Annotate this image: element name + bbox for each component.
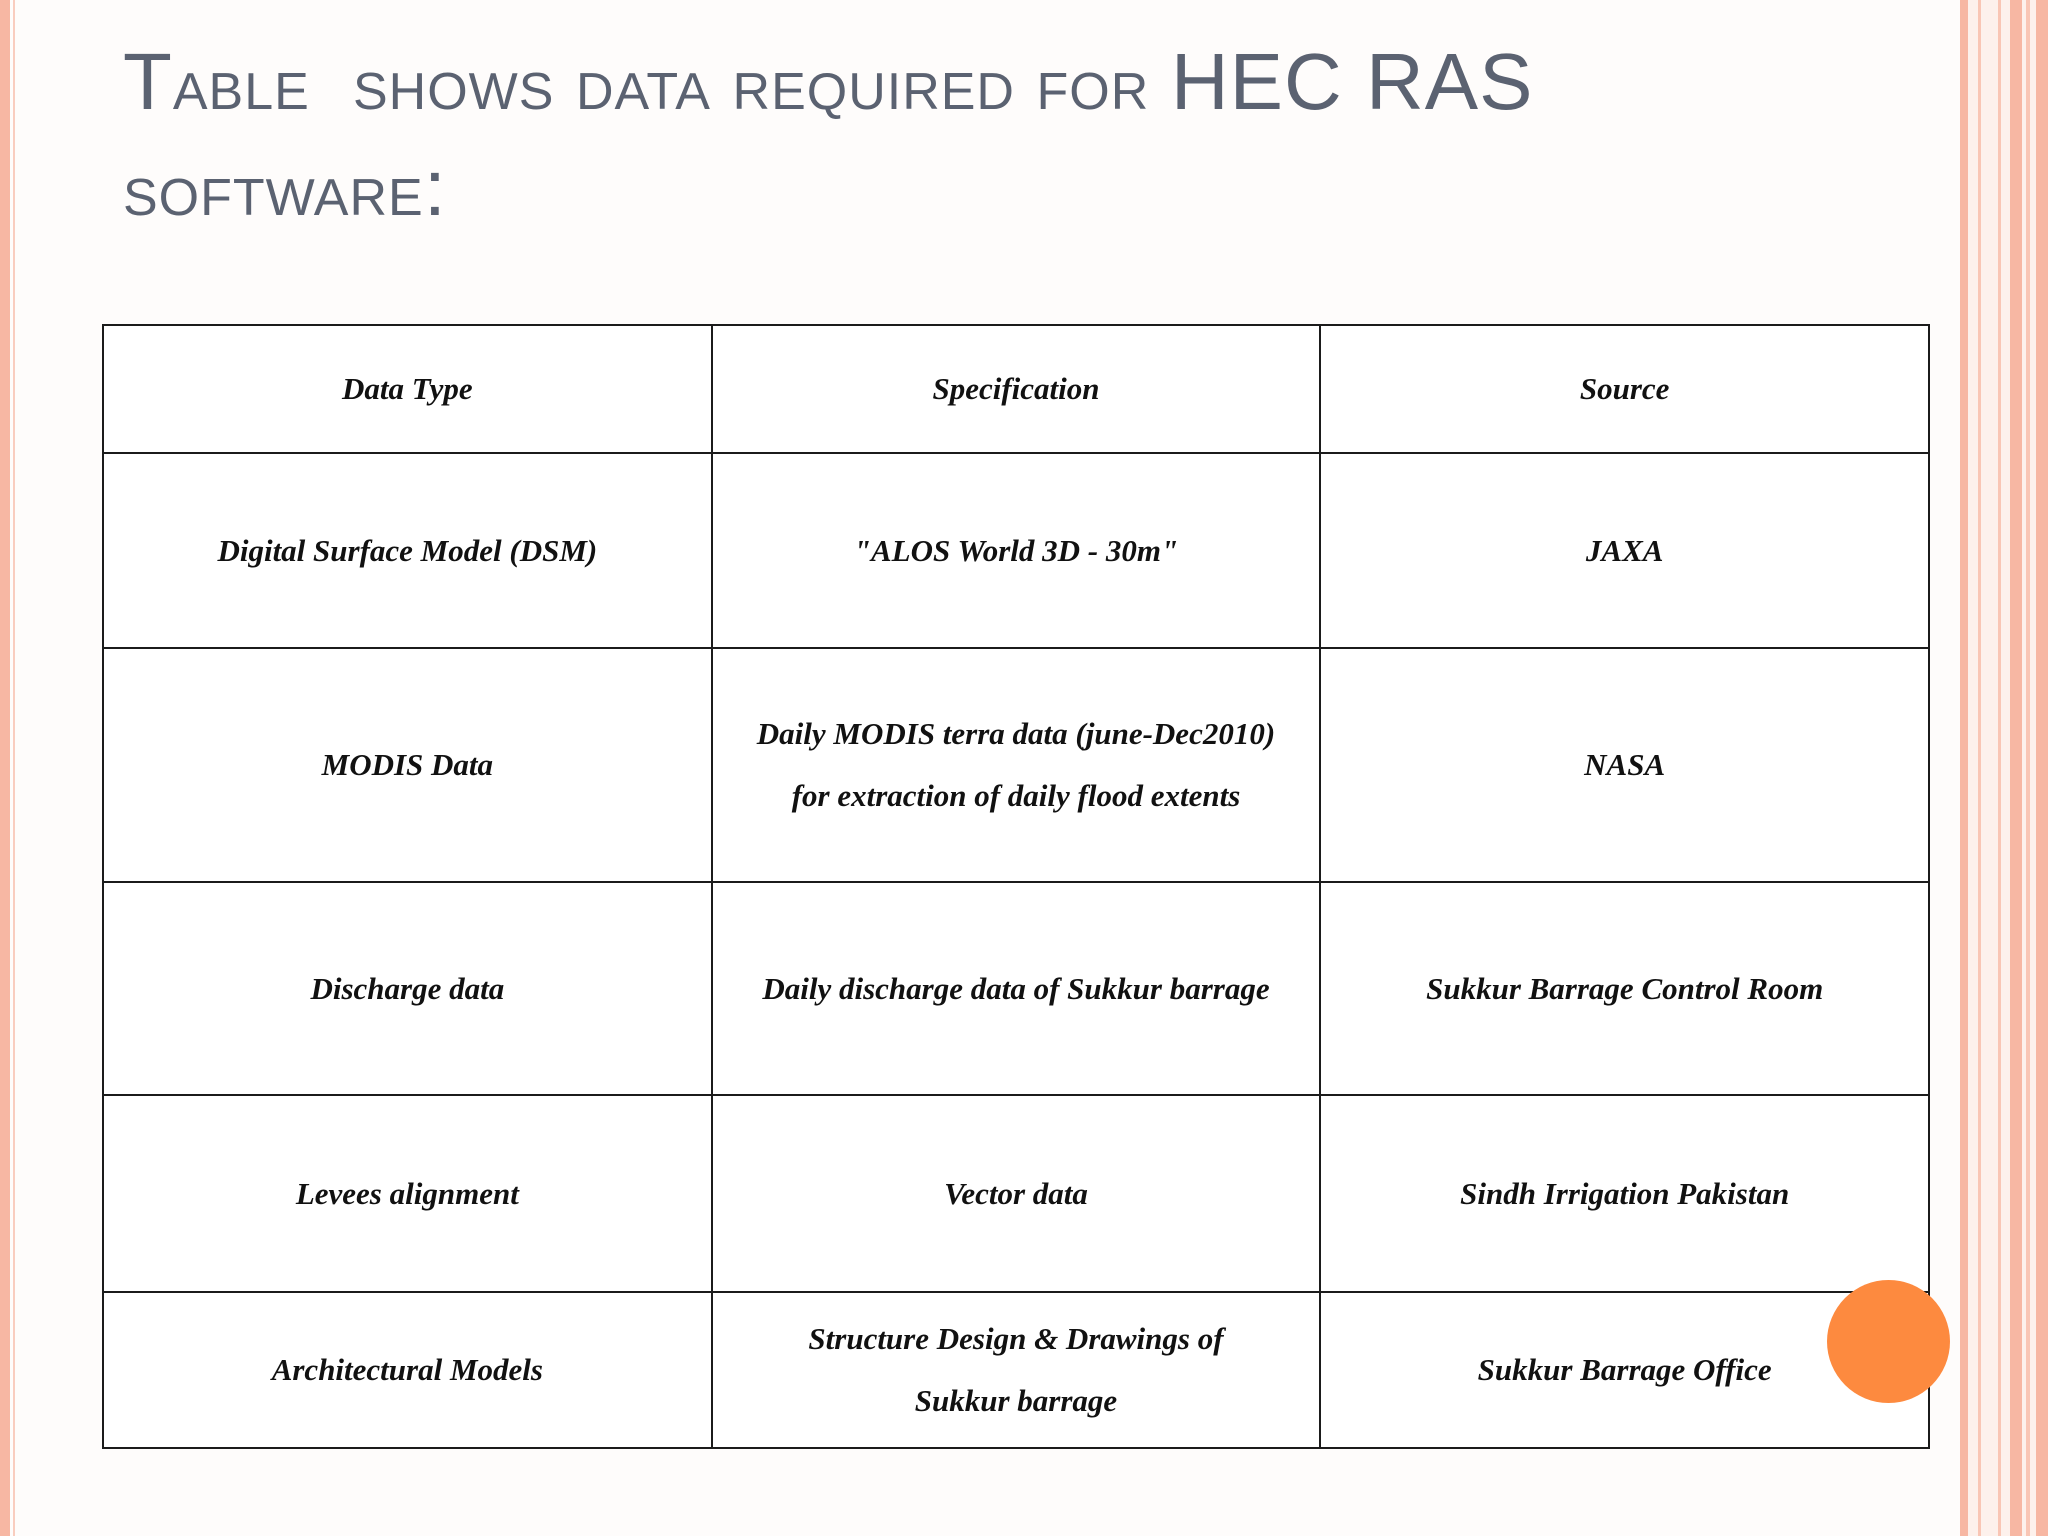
slide-title xyxy=(123,30,1823,242)
title-software-name: HEC RAS xyxy=(1170,37,1534,126)
title-initial: T xyxy=(123,37,173,126)
table-row xyxy=(103,882,1929,1095)
title-word-table: able xyxy=(172,42,310,125)
spec-line: for extraction of daily flood extents xyxy=(791,778,1241,813)
cell-specification xyxy=(712,453,1321,648)
spec-line: Daily MODIS terra data (june-Dec2010) xyxy=(756,716,1276,751)
cell-data-type: Architectural Models xyxy=(103,1292,712,1448)
spec-line: Structure Design & Drawings of xyxy=(808,1321,1224,1356)
header-specification: Specification xyxy=(712,325,1321,453)
cell-data-type: Digital Surface Model (DSM) xyxy=(103,453,712,648)
right-border-stripe xyxy=(2010,0,2022,1536)
title-colon: : xyxy=(423,143,447,232)
table-row xyxy=(103,453,1929,648)
table-row xyxy=(103,648,1929,882)
cell-source: JAXA xyxy=(1320,453,1929,648)
right-border-stripe xyxy=(1978,0,1981,1536)
cell-specification xyxy=(712,1095,1321,1292)
cell-specification xyxy=(712,1292,1321,1448)
header-source: Source xyxy=(1320,325,1929,453)
left-border-stripe xyxy=(0,0,10,1536)
data-requirements-table xyxy=(102,324,1930,1449)
right-border-stripe xyxy=(1998,0,2001,1536)
cell-source: NASA xyxy=(1320,648,1929,882)
header-data-type: Data Type xyxy=(103,325,712,453)
cell-specification xyxy=(712,882,1321,1095)
cell-data-type: Levees alignment xyxy=(103,1095,712,1292)
spec-line: Sukkur barrage xyxy=(914,1383,1118,1418)
accent-circle xyxy=(1827,1280,1950,1403)
right-border-stripe xyxy=(1960,0,1968,1536)
cell-specification xyxy=(712,648,1321,882)
spec-line: Daily discharge data of Sukkur barrage xyxy=(762,970,1270,1006)
cell-source: Sukkur Barrage Control Room xyxy=(1320,882,1929,1095)
cell-data-type: Discharge data xyxy=(103,882,712,1095)
right-border-stripe xyxy=(2036,0,2048,1536)
right-border-band xyxy=(1960,0,2048,1536)
cell-data-type: MODIS Data xyxy=(103,648,712,882)
table-header-row xyxy=(103,325,1929,453)
right-border-stripe xyxy=(2026,0,2030,1536)
cell-source: Sukkur Barrage Office xyxy=(1320,1292,1929,1448)
title-phrase: shows data required for xyxy=(352,42,1150,125)
table-row xyxy=(103,1095,1929,1292)
table-row xyxy=(103,1292,1929,1448)
spec-line: "ALOS World 3D - 30m" xyxy=(853,532,1179,568)
title-word-software: software xyxy=(123,148,424,231)
left-border-line xyxy=(13,0,15,1536)
cell-source: Sindh Irrigation Pakistan xyxy=(1320,1095,1929,1292)
spec-line: Vector data xyxy=(944,1175,1088,1211)
